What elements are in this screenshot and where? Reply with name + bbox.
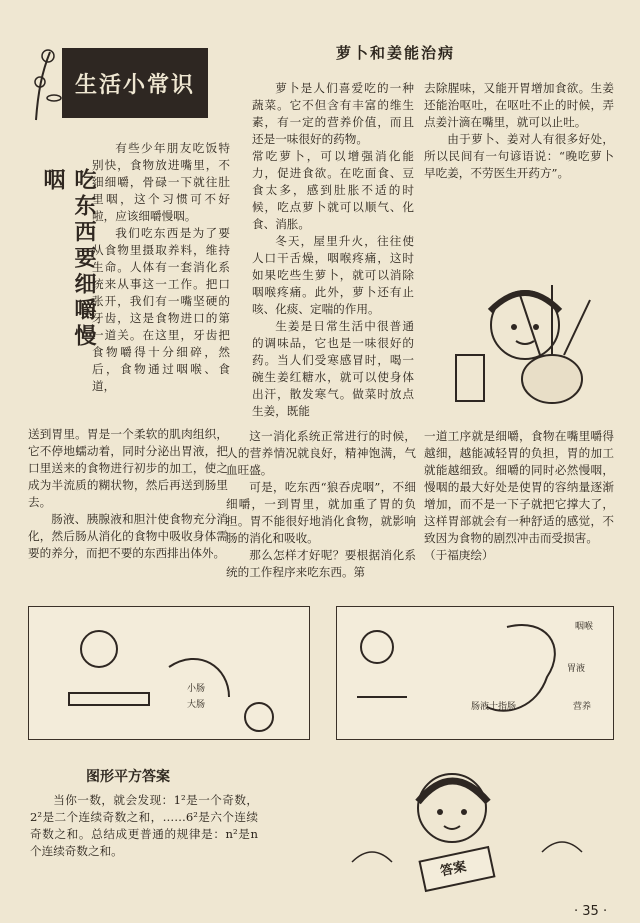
mid-paragraph-2: 可是，吃东西“狼吞虎咽”，不细细嚼，一到胃里，就加重了胃的负担。胃不能很好地消化食物，就影响肠的消化和吸收。 [226, 480, 416, 545]
stomach-label: 胃液 [567, 664, 586, 674]
mid-article-column-1 [226, 428, 416, 581]
esophagus-label: 肠液十指肠 [471, 702, 517, 712]
right-paragraph-5: 去除腥味，又能开胃增加食欲。生姜还能治呕吐，在呕吐不止的时候，弄点姜汁滴在嘴里，就可以止吐。 [424, 81, 614, 129]
article-title: 萝卜和姜能治病 [336, 44, 456, 62]
answer-title: 图形平方答案 [86, 769, 170, 785]
left-paragraph-2: 我们吃东西是为了要从食物里摄取养料，维持生命。人体有一套消化系统来从事这一工作。把口张开，我们有一嘴坚硬的牙齿，这是食物进口的第一道关。在这里，牙齿把食物嚼得十分细碎，然后，食物通过咽喉、食道， [92, 226, 230, 393]
left-paragraph-3: 送到胃里。胃是一个柔软的肌肉组织，它不停地蠕动着，同时分泌出胃液，把口里送来的食物进行初步的加工，使之成为半流质的糊状物，然后再送到肠里去。 [28, 427, 228, 509]
left-article-title: 吃东西要细嚼慢咽 [40, 168, 97, 350]
illustration-slow-eater [336, 606, 614, 740]
right-paragraph-1: 萝卜是人们喜爱吃的一种蔬菜。它不但含有丰富的维生素，有一定的营养价值，而且还是一味很好的药物。 [252, 81, 414, 146]
illustration-fast-eater [28, 606, 310, 740]
girl-answer-sign-illustration [312, 762, 612, 912]
left-paragraph-4: 肠液、胰腺液和胆汁使食物充分消化，然后肠从消化的食物中吸收身体需要的养分，而把不要的东西排出体外。 [28, 512, 228, 560]
answer-paragraph: 当你一数，就会发现：1²是一个奇数，2²是二个连续奇数之和，……6²是六个连续奇数之和。总结成更普通的规律是：n²是n个连续奇数之和。 [30, 793, 258, 858]
right-article-column-2 [424, 80, 614, 182]
illustrator-credit: （于福庚绘） [424, 548, 494, 562]
mid-paragraph-1: 这一消化系统正常进行的时候，人的营养情况就良好，精神饱满，气血旺盛。 [226, 429, 416, 477]
right-paragraph-2: 常吃萝卜，可以增强消化能力，促进食欲。在吃面食、豆食太多，感到肚胀不适的时候，吃点萝卜就可以顺气、化食、消胀。 [252, 149, 414, 231]
small-intestine-label: 小肠 [187, 684, 206, 694]
answer-text-column [30, 792, 258, 860]
girl-with-radish-illustration [430, 255, 620, 415]
page-number: · 35 · [574, 904, 608, 919]
answer-sign-text: 答案 [439, 859, 468, 880]
mid-paragraph-4: 一道工序就是细嚼，食物在嘴里嚼得越细，越能减轻胃的负担，胃的加工就能越细致。细嚼的同时必然慢咽，慢咽的最大好处是使胃的容纳量逐渐增加，而不是一下子就把它撑大了，这样胃部就会有一种舒适的感觉，不致因为食物的剧烈冲击而受损害。 [424, 429, 614, 545]
large-intestine-label: 大肠 [187, 700, 206, 710]
column-logo-text: 生活小常识 [74, 71, 195, 98]
right-paragraph-6: 由于萝卜、姜对人有很多好处，所以民间有一句谚语说：“晚吃萝卜早吃姜，不劳医生开药方”。 [424, 132, 614, 180]
column-logo [28, 42, 218, 122]
mid-paragraph-3: 那么怎样才好呢？要根据消化系统的工作程序来吃东西。第 [226, 548, 416, 579]
left-article-column [92, 140, 230, 395]
right-paragraph-4: 生姜是日常生活中很普通的调味品，它也是一味很好的药。当人们受寒感冒时，喝一碗生姜红糖水，就可以使身体出汗，散发寒气。做菜时放点生姜，既能 [252, 319, 414, 418]
left-article-column-2 [28, 426, 228, 562]
nutrition-label: 营养 [573, 702, 592, 712]
right-paragraph-3: 冬天，屋里升火，往往使人口干舌燥，咽喉疼痛，这时如果吃些生萝卜，就可以消除咽喉疼痛。此外，萝卜还有止咳、化痰、定喘的作用。 [252, 234, 414, 316]
right-article-column-1 [252, 80, 414, 420]
left-paragraph-1: 有些少年朋友吃饭特别快，食物放进嘴里，不细细嚼，骨碌一下就往肚里咽，这个习惯可不好啦，应该细嚼慢咽。 [92, 141, 230, 223]
throat-label: 咽喉 [575, 622, 594, 632]
mid-article-column-2 [424, 428, 614, 564]
